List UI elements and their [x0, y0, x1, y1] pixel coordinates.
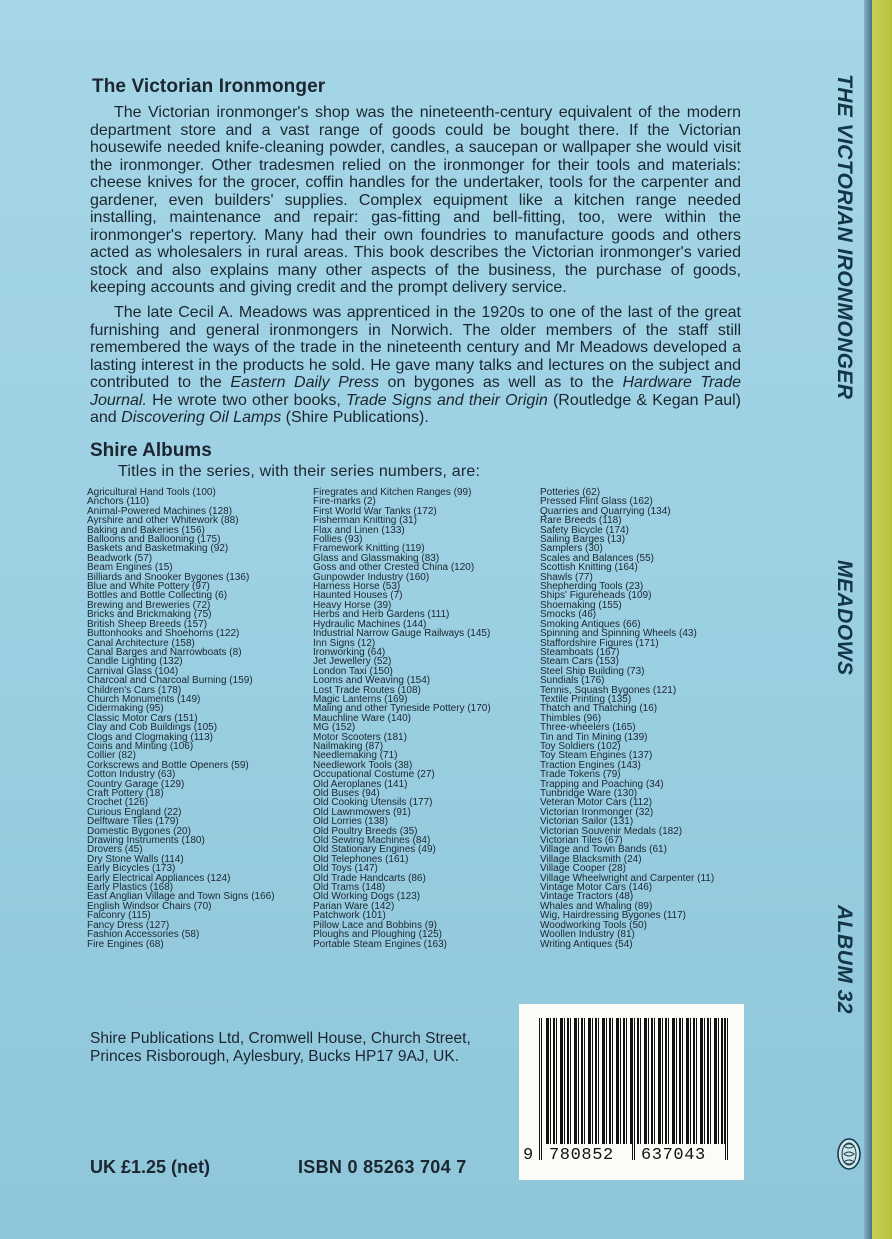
- series-title-item: Canal Architecture (158): [87, 637, 195, 649]
- series-title-item: East Anglian Village and Town Signs (166): [87, 891, 275, 903]
- series-title-item: Pressed Flint Glass (162): [540, 496, 653, 508]
- series-title-item: Old Cooking Utensils (177): [313, 797, 433, 809]
- series-title-item: Potteries (62): [540, 487, 601, 498]
- series-title-item: Scales and Balances (55): [540, 552, 654, 564]
- series-title-item: Fashion Accessories (58): [87, 929, 200, 941]
- series-title-item: Industrial Narrow Gauge Railways (145): [313, 628, 491, 640]
- series-title-item: Victorian Tiles (67): [540, 835, 623, 847]
- series-title-item: Balloons and Ballooning (175): [87, 534, 221, 546]
- series-title-item: Glass and Glassmaking (83): [313, 552, 440, 564]
- publication-reference: Eastern Daily Press: [230, 374, 380, 391]
- series-title-item: Early Electrical Appliances (124): [87, 872, 231, 884]
- series-title-item: Ayrshire and other Whitework (88): [87, 515, 239, 527]
- series-title-item: Village and Town Bands (61): [540, 844, 667, 856]
- series-heading: Shire Albums: [90, 440, 212, 461]
- series-title-item: Domestic Bygones (20): [87, 825, 191, 837]
- series-title-item: Early Plastics (168): [87, 882, 174, 894]
- series-title-item: Traction Engines (143): [540, 759, 641, 771]
- series-title-item: Patchwork (101): [313, 910, 386, 922]
- series-title-item: Buttonhooks and Shoehorns (122): [87, 628, 240, 640]
- series-title-item: Brewing and Breweries (72): [87, 599, 211, 611]
- series-title-item: Sundials (176): [540, 675, 605, 687]
- series-title-item: Fire-marks (2): [313, 496, 376, 508]
- book-title: The Victorian Ironmonger: [92, 76, 326, 97]
- series-title-item: Smocks (46): [540, 609, 597, 621]
- series-title-item: Vintage Tractors (48): [540, 891, 634, 903]
- series-title-item: Cotton Industry (63): [87, 769, 176, 781]
- series-title-item: Three-wheelers (165): [540, 722, 636, 734]
- series-title-item: Smoking Antiques (66): [540, 618, 641, 630]
- series-title-item: Inn Signs (12): [313, 637, 376, 649]
- series-title-item: Hydraulic Machines (144): [313, 618, 427, 630]
- series-title-item: Canal Barges and Narrowboats (8): [87, 646, 242, 658]
- series-title-item: Textile Printing (135): [540, 693, 632, 705]
- series-title-item: Portable Steam Engines (163): [313, 938, 447, 950]
- series-title-item: Animal-Powered Machines (128): [87, 505, 233, 517]
- series-title-item: Flax and Linen (133): [313, 524, 405, 536]
- series-title-item: Charcoal and Charcoal Burning (159): [87, 675, 253, 687]
- series-title-item: British Sheep Breeds (157): [87, 618, 208, 630]
- series-title-item: Classic Motor Cars (151): [87, 712, 198, 724]
- description-text: The late Cecil A. Meadows was apprenticed in the 1920s to one of the last of the great furnishing and general ironmongers in Norwich. The older members of the staff still remembered the ways of the trade in the nineteenth century and Mr Meadows developed a lasting interest in the products he sold. He gave many talks and lectures on the subject and contributed to the: [90, 304, 741, 391]
- series-title-item: Scottish Knitting (164): [540, 562, 638, 574]
- series-title-item: Spinning and Spinning Wheels (43): [540, 628, 697, 640]
- series-title-item: Fisherman Knitting (31): [313, 515, 417, 527]
- series-title-item: Village Wheelwright and Carpenter (11): [540, 872, 715, 884]
- series-title-item: Staffordshire Figures (171): [540, 637, 659, 649]
- description-paragraph-2: [90, 304, 741, 427]
- series-title-item: Occupational Costume (27): [313, 769, 435, 781]
- series-title-item: Shoemaking (155): [540, 599, 622, 611]
- series-title-item: Old Lawnmowers (91): [313, 806, 411, 818]
- series-title-item: Maling and other Tyneside Pottery (170): [313, 703, 491, 715]
- shire-logo-icon: [834, 1134, 864, 1174]
- series-title-item: Tin and Tin Mining (139): [540, 731, 648, 743]
- barcode-digit-first: 9: [523, 1146, 534, 1165]
- series-title-item: Fire Engines (68): [87, 938, 164, 950]
- series-title-item: Fancy Dress (127): [87, 919, 170, 931]
- series-title-item: Needlemaking (71): [313, 750, 398, 762]
- series-title-item: Old Aeroplanes (141): [313, 778, 408, 790]
- series-title-item: Old Trade Handcarts (86): [313, 872, 426, 884]
- series-title-item: Anchors (110): [87, 496, 150, 508]
- series-title-item: Collier (82): [87, 750, 136, 762]
- series-title-item: Whales and Whaling (89): [540, 900, 653, 912]
- series-title-item: Country Garage (129): [87, 778, 185, 790]
- series-title-item: Looms and Weaving (154): [313, 675, 431, 687]
- series-list-column-2: [313, 488, 491, 949]
- series-title-item: Church Monuments (149): [87, 693, 201, 705]
- description-text: on bygones as well as to the: [379, 374, 623, 391]
- series-title-item: Parian Ware (142): [313, 900, 395, 912]
- series-title-item: Carnival Glass (104): [87, 665, 179, 677]
- series-title-item: Lost Trade Routes (108): [313, 684, 421, 696]
- barcode-guard: [725, 1018, 729, 1160]
- series-title-item: Steam Cars (153): [540, 656, 619, 668]
- series-title-item: Quarries and Quarrying (134): [540, 505, 671, 517]
- series-title-item: Tunbridge Ware (130): [540, 788, 638, 799]
- series-title-item: Agricultural Hand Tools (100): [87, 487, 216, 498]
- description-text: (Shire Publications).: [281, 409, 429, 426]
- series-title-item: Old Buses (94): [313, 788, 380, 799]
- series-title-item: Delftware Tiles (179): [87, 816, 179, 828]
- series-title-item: Baskets and Basketmaking (92): [87, 543, 229, 555]
- series-title-item: Curious England (22): [87, 806, 182, 818]
- series-title-item: Drawing Instruments (180): [87, 835, 205, 847]
- series-title-item: Thatch and Thatching (16): [540, 703, 658, 715]
- series-title-item: Billiards and Snooker Bygones (136): [87, 571, 250, 583]
- barcode-guard: [539, 1018, 543, 1160]
- publication-reference: Discovering Oil Lamps: [121, 409, 282, 426]
- publisher-address: Shire Publications Ltd, Cromwell House, Church Street, Princes Risborough, Aylesbury, Bucks HP17 9AJ, UK.: [90, 1030, 471, 1065]
- series-title-item: Magic Lanterns (169): [313, 693, 408, 705]
- series-title-item: Victorian Ironmonger (32): [540, 806, 654, 818]
- publication-reference: Hardware Trade Journal.: [90, 374, 741, 409]
- spine-edge: [872, 0, 892, 1239]
- series-title-item: Ships' Figureheads (109): [540, 590, 652, 602]
- series-title-item: Vintage Motor Cars (146): [540, 882, 653, 894]
- description-paragraph-1: The Victorian ironmonger's shop was the nineteenth-century equivalent of the modern department store and a vast range of goods could be bought there. If the Victorian housewife needed knife-cleaning powder, candles, a saucepan or wallpaper she would visit the ironmonger. Other tradesmen relied on the ironmonger for their tools and materials: cheese knives for the grocer, coffin handles for the undertaker, tools for the carpenter and gardener, even builders' supplies. Complex equipment like a kitchen range needed installing, maintenance and repair: gas-fitting and bell-fitting, too, were within the ironmonger's repertory. Many had their own foundries to manufacture goods and others acted as wholesalers in rural areas. This book describes the Victorian ironmonger's varied stock and also explains many other aspects of the business, the purchase of goods, keeping accounts and giving credit and the prompt delivery service.: [90, 104, 741, 296]
- series-title-item: Crochet (126): [87, 797, 149, 809]
- series-title-item: Thimbles (96): [540, 712, 602, 724]
- series-title-item: Craft Pottery (18): [87, 788, 164, 799]
- series-title-item: Veteran Motor Cars (112): [540, 797, 653, 809]
- series-title-item: Clogs and Clogmaking (113): [87, 731, 213, 743]
- series-title-item: Trapping and Poaching (34): [540, 778, 664, 790]
- isbn: ISBN 0 85263 704 7: [298, 1157, 467, 1177]
- series-title-item: Clay and Cob Buildings (105): [87, 722, 218, 734]
- series-title-item: Gunpowder Industry (160): [313, 571, 430, 583]
- series-title-item: Toy Soldiers (102): [540, 740, 621, 752]
- barcode-guard: [632, 1018, 636, 1160]
- series-title-item: Wig, Hairdressing Bygones (117): [540, 910, 686, 922]
- series-title-item: Old Stationary Engines (49): [313, 844, 436, 856]
- series-title-item: Framework Knitting (119): [313, 543, 425, 555]
- series-title-item: Beadwork (57): [87, 552, 153, 564]
- series-title-item: Old Working Dogs (123): [313, 891, 421, 903]
- series-title-item: Ironworking (64): [313, 646, 386, 658]
- series-title-item: Ploughs and Ploughing (125): [313, 929, 442, 941]
- series-title-item: Old Poultry Breeds (35): [313, 825, 418, 837]
- description-text: He wrote two other books,: [146, 391, 346, 409]
- series-title-item: Blue and White Pottery (97): [87, 581, 210, 593]
- series-title-item: Firegrates and Kitchen Ranges (99): [313, 487, 472, 498]
- series-title-item: London Taxi (150): [313, 665, 393, 677]
- series-title-item: MG (152): [313, 722, 356, 734]
- series-title-item: Candle Lighting (132): [87, 656, 183, 668]
- series-title-item: Village Cooper (28): [540, 863, 626, 875]
- series-title-item: Nailmaking (87): [313, 740, 384, 752]
- series-title-item: Beam Engines (15): [87, 562, 173, 574]
- series-title-item: Dry Stone Walls (114): [87, 853, 184, 865]
- series-title-item: Bricks and Brickmaking (75): [87, 609, 212, 621]
- series-title-item: Coins and Minting (106): [87, 740, 194, 752]
- series-title-item: Old Telephones (161): [313, 853, 409, 865]
- series-title-item: Trade Tokens (79): [540, 769, 621, 781]
- series-title-item: Old Toys (147): [313, 863, 378, 875]
- series-title-item: Early Bicycles (173): [87, 863, 176, 875]
- series-title-item: Pillow Lace and Bobbins (9): [313, 919, 437, 931]
- series-title-item: Writing Antiques (54): [540, 938, 633, 950]
- series-title-item: Herbs and Herb Gardens (111): [313, 609, 450, 621]
- series-title-item: Haunted Houses (7): [313, 590, 403, 602]
- series-title-item: Woodworking Tools (50): [540, 919, 647, 931]
- series-title-item: Baking and Bakeries (156): [87, 524, 205, 536]
- series-title-item: Steamboats (167): [540, 646, 620, 658]
- publication-reference: Trade Signs and their Origin: [346, 391, 548, 409]
- spine-author: MEADOWS: [833, 560, 856, 676]
- series-title-item: Heavy Horse (39): [313, 599, 392, 611]
- series-title-item: Old Sewing Machines (84): [313, 835, 431, 847]
- series-title-item: Corkscrews and Bottle Openers (59): [87, 759, 249, 771]
- series-title-item: Falconry (115): [87, 910, 151, 922]
- series-intro: Titles in the series, with their series numbers, are:: [118, 463, 481, 480]
- series-title-item: Toy Steam Engines (137): [540, 750, 653, 762]
- series-title-item: Samplers (30): [540, 543, 603, 555]
- series-title-item: Jet Jewellery (52): [313, 656, 392, 668]
- series-title-item: Safety Bicycle (174): [540, 524, 629, 536]
- series-title-item: Victorian Souvenir Medals (182): [540, 825, 683, 837]
- series-title-item: Bottles and Bottle Collecting (6): [87, 590, 228, 602]
- description-text: (Routledge & Kegan Paul) and: [90, 391, 742, 426]
- series-title-item: Mauchline Ware (140): [313, 712, 412, 724]
- series-list-column-3: [540, 488, 714, 949]
- series-title-item: Follies (93): [313, 534, 363, 546]
- barcode-digits-left: 780852: [549, 1146, 614, 1165]
- barcode: [519, 1004, 744, 1180]
- series-title-item: Tennis, Squash Bygones (121): [540, 684, 677, 696]
- series-title-item: Steel Ship Building (73): [540, 665, 645, 677]
- series-title-item: Village Blacksmith (24): [540, 853, 642, 865]
- price: UK £1.25 (net): [90, 1157, 211, 1177]
- series-title-item: Old Lorries (138): [313, 816, 389, 828]
- series-title-item: Needlework Tools (38): [313, 759, 413, 771]
- barcode-digits-right: 637043: [641, 1146, 706, 1165]
- series-title-item: Cidermaking (95): [87, 703, 164, 715]
- series-title-item: Old Trams (148): [313, 882, 386, 894]
- series-title-item: Goss and other Crested China (120): [313, 562, 475, 574]
- series-title-item: First World War Tanks (172): [313, 505, 437, 517]
- series-title-item: Sailing Barges (13): [540, 534, 626, 546]
- series-title-item: Motor Scooters (181): [313, 731, 407, 743]
- series-title-item: Drovers (45): [87, 844, 143, 856]
- spine-title: THE VICTORIAN IRONMONGER: [833, 74, 856, 400]
- series-title-item: English Windsor Chairs (70): [87, 900, 212, 912]
- series-title-item: Children's Cars (178): [87, 684, 182, 696]
- series-title-item: Shawls (77): [540, 571, 593, 583]
- series-title-item: Victorian Sailor (131): [540, 816, 634, 828]
- series-title-item: Woollen Industry (81): [540, 929, 635, 941]
- series-list-column-1: [87, 488, 275, 949]
- series-title-item: Shepherding Tools (23): [540, 581, 644, 593]
- series-title-item: Rare Breeds (118): [540, 515, 622, 527]
- spine-album-number: ALBUM 32: [833, 905, 856, 1015]
- series-title-item: Harness Horse (53): [313, 581, 401, 593]
